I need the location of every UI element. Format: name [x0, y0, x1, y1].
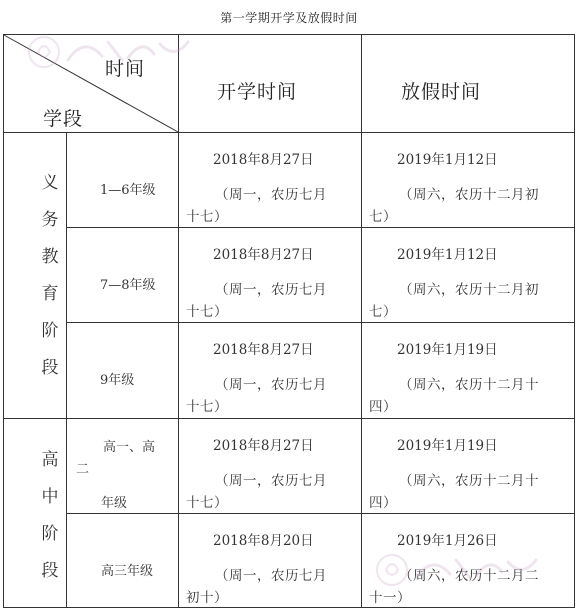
end-date: 2019年1月12日 [397, 247, 498, 263]
group-label-char: 高 [41, 450, 59, 470]
start-date: 2018年8月27日 [213, 342, 314, 358]
grade-cell: 1—6年级 [100, 183, 156, 198]
header-corner-stage: 学段 [43, 108, 84, 130]
start-note-cont: 十七） [186, 495, 228, 511]
start-date: 2018年8月20日 [213, 533, 314, 549]
schedule-table [3, 34, 575, 608]
group-label-char: 义 [41, 173, 59, 193]
start-note-cont: 十七） [186, 399, 228, 415]
end-note-cont: 十一） [369, 590, 411, 606]
group-label-char: 育 [41, 284, 59, 304]
grade-cell: 9年级 [100, 373, 135, 388]
table-border-bottom [3, 607, 575, 608]
row-divider-1 [66, 227, 575, 228]
group-label-char: 务 [41, 210, 59, 230]
group-label-char: 阶 [41, 321, 59, 341]
start-note-cont: 十七） [186, 304, 228, 320]
start-date: 2018年8月27日 [213, 152, 314, 168]
start-note: （周一，农历七月 [215, 187, 327, 203]
group-label-char: 中 [41, 487, 59, 507]
start-date: 2018年8月27日 [213, 247, 314, 263]
table-border-right [574, 34, 575, 608]
row-divider-4 [66, 513, 575, 514]
divider-start-end [361, 34, 362, 608]
end-date: 2019年1月19日 [397, 438, 498, 454]
end-note-cont: 七） [369, 209, 397, 225]
group-label-high-school [40, 442, 60, 590]
grade-cell: 高一、高 [103, 440, 156, 455]
end-note-cont: 四） [369, 399, 397, 415]
start-note-cont: 十七） [186, 209, 228, 225]
end-note: （周六，农历十二月初 [399, 282, 539, 298]
header-corner-time: 时间 [105, 58, 146, 80]
group-label-compulsory [40, 165, 60, 387]
start-note: （周一，农历七月 [215, 568, 327, 584]
group-label-char: 教 [41, 247, 59, 267]
grade-cell: 高三年级 [101, 564, 154, 579]
row-divider-2 [66, 322, 575, 323]
end-date: 2019年1月26日 [397, 533, 498, 549]
end-note: （周六，农历十二月初 [399, 187, 539, 203]
end-note-cont: 七） [369, 304, 397, 320]
start-date: 2018年8月27日 [213, 438, 314, 454]
grade-cell-cont: 年级 [101, 496, 128, 511]
end-note: （周六，农历十二月二 [399, 568, 539, 584]
end-date: 2019年1月19日 [397, 342, 498, 358]
start-note: （周一，农历七月 [215, 282, 327, 298]
group-divider [3, 418, 575, 419]
group-label-char: 段 [41, 358, 59, 378]
header-end-time: 放假时间 [401, 81, 482, 103]
grade-cell-cont: 二 [76, 462, 90, 477]
end-date: 2019年1月12日 [397, 152, 498, 168]
group-label-char: 阶 [41, 524, 59, 544]
header-start-time: 开学时间 [217, 81, 298, 103]
start-note: （周一，农历七月 [215, 473, 327, 489]
header-diagonal [3, 34, 179, 133]
end-note: （周六，农历十二月十 [399, 377, 539, 393]
end-note-cont: 四） [369, 495, 397, 511]
document-title: 第一学期开学及放假时间 [220, 11, 358, 25]
start-note: （周一，农历七月 [215, 377, 327, 393]
end-note: （周六，农历十二月十 [399, 473, 539, 489]
start-note-cont: 初十） [186, 590, 228, 606]
grade-cell: 7—8年级 [100, 278, 156, 293]
divider-label-grade [66, 132, 67, 608]
group-label-char: 段 [41, 561, 59, 581]
